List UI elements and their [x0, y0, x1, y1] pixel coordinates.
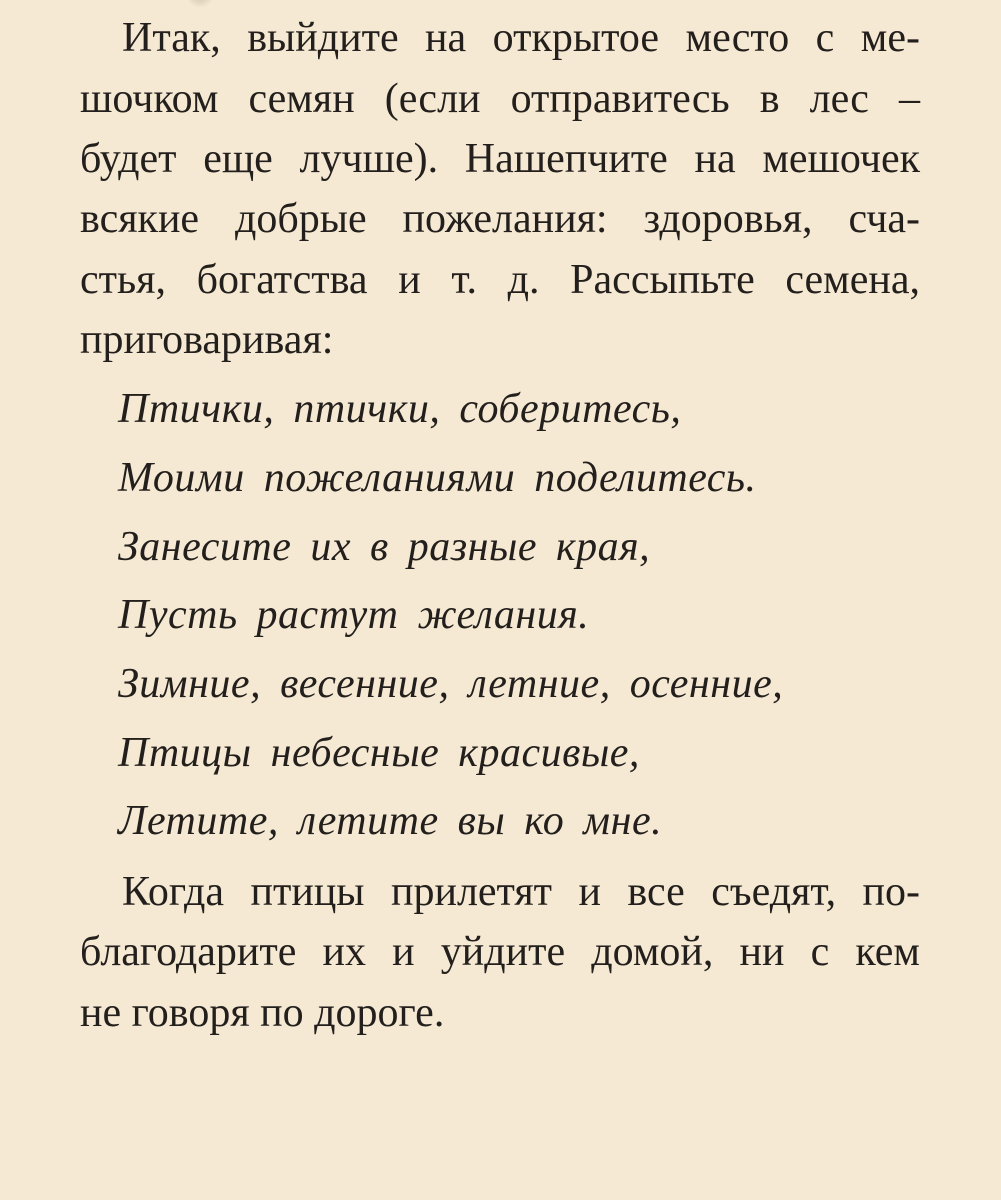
paragraph-1-line-3: будет еще лучше). Нашепчите на мешочек [80, 136, 920, 182]
paragraph-1-line-6: приговаривая: [80, 317, 334, 363]
paragraph-2-line-2: благодарите их и уйдите домой, ни с кем [80, 929, 920, 975]
page-corner-shadow [185, 0, 215, 8]
verse-line-6: Птицы небесные красивые, [118, 730, 640, 776]
paragraph-1-line-5: стья, богатства и т. д. Рассыпьте семена, [80, 257, 920, 303]
paragraph-1-line-2: шочком семян (если отправитесь в лес – [80, 76, 920, 122]
paragraph-1-line-1: Итак, выйдите на открытое место с ме- [122, 15, 920, 61]
verse-line-4: Пусть растут желания. [118, 592, 590, 638]
verse-line-1: Птички, птички, соберитесь, [118, 386, 682, 432]
paragraph-2-line-1: Когда птицы прилетят и все съедят, по- [122, 869, 920, 915]
paragraph-2-line-3: не говоря по дороге. [80, 990, 445, 1036]
verse-line-2: Моими пожеланиями поделитесь. [118, 455, 757, 501]
paragraph-1-line-4: всякие добрые пожелания: здоровья, сча- [80, 196, 920, 242]
verse-line-3: Занесите их в разные края, [118, 524, 651, 570]
verse-line-5: Зимние, весенние, летние, осенние, [118, 661, 784, 707]
verse-line-7: Летите, летите вы ко мне. [118, 798, 663, 844]
